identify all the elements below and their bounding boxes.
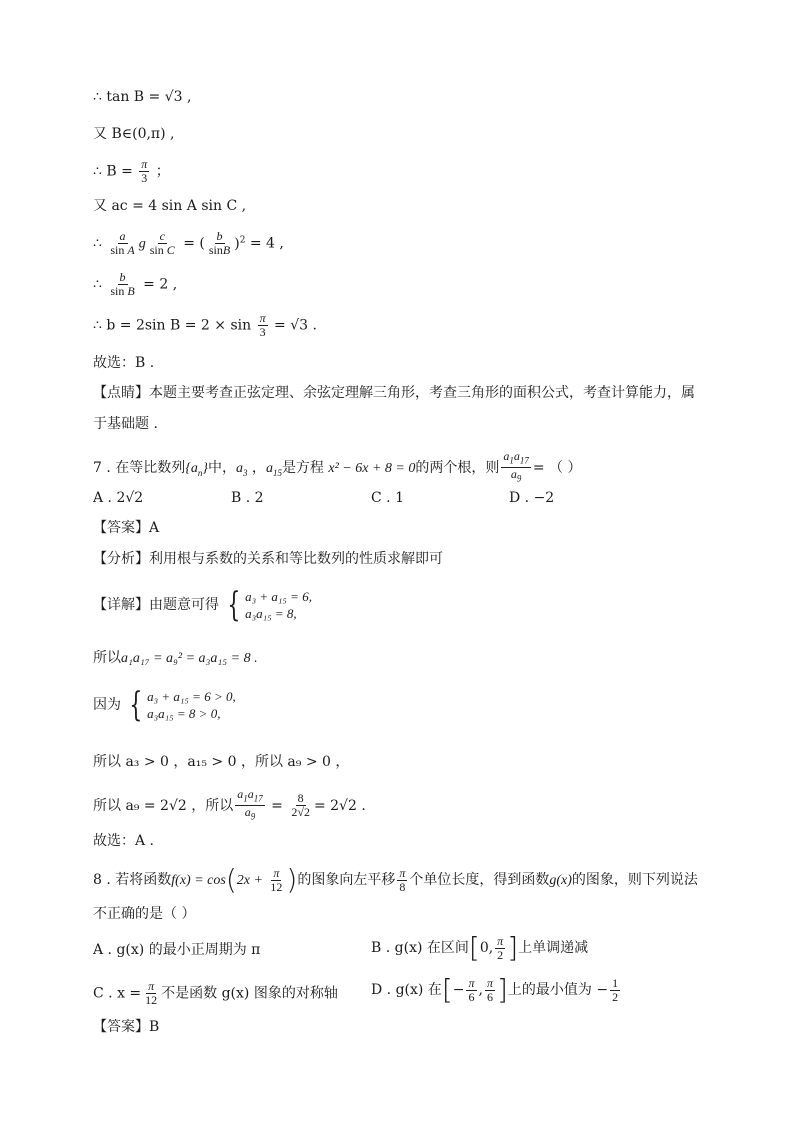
- q8-frac-pi-12-c: $\frac{\pi}{12}$: [145, 979, 158, 1007]
- q7-because: 因为 { a₃ + a₁₅ = 6 > 0, a₃a₁₅ = 8 > 0,: [93, 685, 236, 725]
- q7-detail-pre: 由题意可得: [149, 597, 219, 613]
- q7-analysis-text: 利用根与系数的关系和等比数列的性质求解即可: [149, 551, 443, 567]
- sol-ratio-result: = 4 ,: [249, 235, 284, 252]
- q8-f: f(x) = cos: [171, 873, 226, 888]
- q7-choice: 故选：A .: [93, 833, 155, 849]
- sol-frac-c-sinC: $\frac{c}{\text{sin C}}$: [149, 229, 175, 258]
- q7-line-so1: 所以a₁a₁₇ = a₉² = a₃a₁₅ = 8 .: [93, 650, 258, 666]
- q7-stem-post: 的两个根，则: [415, 459, 500, 476]
- q7-stem-pre: 7 . 在等比数列: [93, 459, 186, 476]
- q7-system-2: { a₃ + a₁₅ = 6 > 0, a₃a₁₅ = 8 > 0,: [129, 685, 236, 725]
- q7-analysis: [93, 549, 443, 569]
- q7-line-a9: 所以 a₉ = 2√2 ，所以 $\frac{a_1a_{17}}{a_9}$ = $\frac{8}{2√2}$ = 2√2 .: [93, 787, 366, 822]
- q8-stem-line1: 8 . 若将函数f(x) = cos(2x + $\frac{\pi}{12}$ )的图象向左平移 $\frac{\pi}{8}$ 个单位长度，得到函数g(x)的图象，则下列说法: [93, 863, 698, 896]
- sol-line-B-value: [93, 158, 170, 185]
- q7-option-a[interactable]: A . 2√2: [93, 490, 144, 506]
- analysis-tag: 【分析】: [93, 551, 149, 567]
- q7-answer: [93, 518, 159, 538]
- q7-option-b[interactable]: B . 2: [231, 490, 264, 506]
- q8-answer: [93, 1017, 159, 1037]
- sol-frac-a-sinA: $\frac{a}{\text{sin A}}$: [110, 229, 135, 258]
- q7-option-c[interactable]: C . 1: [371, 490, 404, 506]
- q7-stem: 7 . 在等比数列$\{a_n\}$中，$a_3$ ，$a_{15}$是方程 x² − 6x + 8 = 0的两个根，则 $\frac{a_1a_{17}}{a_9}$ = （ ）: [93, 449, 582, 484]
- sol-b-ratio-result: = 2 ,: [143, 276, 178, 293]
- q8-answer-value: B: [149, 1019, 160, 1035]
- sol-b-calc: ∴ b = 2sin B = 2 × sin: [93, 317, 252, 334]
- q8-stem-line2: 不正确的是（ ）: [93, 906, 196, 922]
- q7-line-positive: 所以 a₃ > 0 ，a₁₅ > 0 ，所以 a₉ > 0 ，: [93, 754, 350, 770]
- q8-option-d[interactable]: D . g(x) 在[− $\frac{\pi}{6}$ , $\frac{\pi}{6}$ ]上的最小值为 − $\frac{1}{2}$: [371, 973, 619, 1006]
- sol-choice: 故选：B .: [93, 355, 155, 371]
- q7-stem-end: = （ ）: [532, 459, 582, 476]
- q7-frac-8-over: $\frac{8}{2√2}$: [291, 791, 310, 820]
- sol-line-tanB: ∴ tan B = √3 ,: [93, 89, 192, 105]
- q7-detail: [93, 585, 312, 625]
- sol-frac-b-sinB-2: $\frac{b}{\text{sin B}}$: [110, 270, 135, 298]
- detail-tag: 【详解】: [93, 597, 149, 613]
- q7-stem-mid: 中，: [207, 459, 236, 476]
- q8-option-c[interactable]: C . x = $\frac{\pi}{12}$ 不是函数 g(x) 图象的对称轴: [93, 979, 338, 1007]
- sol-line-b-value: [93, 312, 317, 339]
- q8-frac-pi-6-b: $\frac{\pi}{6}$: [486, 975, 493, 1004]
- sol-line-b-over-sinB: ∴ $\frac{b}{\text{sin B}}$ = 2 ,: [93, 270, 178, 298]
- sol-semicolon: ；: [155, 163, 170, 180]
- sol-comment-line1: [93, 383, 695, 403]
- q7-frac-target: $\frac{a_1a_{17}}{a_9}$: [503, 449, 529, 484]
- q8-option-a[interactable]: A . g(x) 的最小正周期为 π: [93, 942, 261, 958]
- answer-tag: 【答案】: [93, 520, 149, 536]
- q7-answer-value: A: [149, 520, 160, 536]
- sol-comment-line2: 于基础题 .: [93, 416, 158, 432]
- q7-equation: x² − 6x + 8 = 0: [328, 460, 416, 476]
- q7-option-d[interactable]: D . −2: [509, 490, 555, 506]
- q8-frac-pi-2: $\frac{\pi}{2}$: [497, 933, 504, 962]
- q7-stem-roots: 是方程: [281, 459, 324, 476]
- comment-tag: 【点睛】: [93, 385, 149, 401]
- q7-frac-target-2: $\frac{a_1a_{17}}{a_9}$: [237, 787, 263, 822]
- sol-line-ac: 又 ac = 4 sin A sin C ,: [93, 198, 247, 214]
- sol-frac-b-sinB: $\frac{b}{\sin B}$: [208, 229, 231, 258]
- sol-B-label: ∴ B =: [93, 163, 133, 180]
- answer-tag-q8: 【答案】: [93, 1019, 149, 1035]
- q8-frac-1-2: $\frac{1}{2}$: [612, 975, 619, 1004]
- sol-line-ratio: ∴ $\frac{a}{\text{sin A}}$ g $\frac{c}{\text{sin C}}$ = ( $\frac{b}{\sin B}$ )$^2$ = 4 ,: [93, 229, 284, 258]
- q8-frac-pi-6-a: $\frac{\pi}{6}$: [468, 975, 475, 1004]
- q8-option-b[interactable]: B . g(x) 在区间[0, $\frac{\pi}{2}$ ]上单调递减: [371, 931, 589, 964]
- comment-text-1: 本题主要考查正弦定理、余弦定理解三角形，考查三角形的面积公式，考查计算能力，属: [149, 385, 695, 401]
- sol-frac-pi-3-b: $\frac{\pi}{3}$: [259, 311, 266, 339]
- sol-b-result: = √3 .: [274, 317, 317, 334]
- q7-system-1: { a₃ + a₁₅ = 6, a₃a₁₅ = 8,: [227, 585, 312, 625]
- sol-frac-pi-3: $\frac{\pi}{3}$: [141, 157, 148, 185]
- q8-frac-pi-12: $\frac{\pi}{12}$: [270, 865, 283, 894]
- sol-line-B-range: 又 B∈(0,π) ,: [93, 126, 175, 142]
- q8-frac-pi-8: $\frac{\pi}{8}$: [399, 865, 406, 894]
